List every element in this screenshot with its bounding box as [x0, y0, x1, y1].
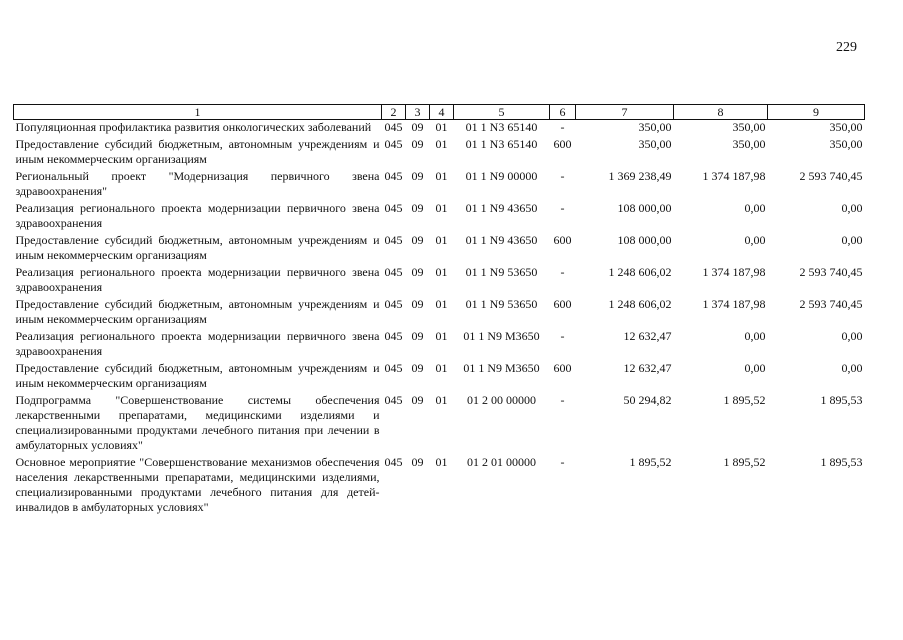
- row-amount-col8: 1 895,52: [723, 455, 766, 469]
- row-expense-type: 600: [553, 233, 572, 247]
- row-code-section: 09: [411, 201, 424, 215]
- row-amount-col9: 2 593 740,45: [799, 169, 863, 183]
- row-code-ministry: 045: [384, 265, 403, 279]
- row-amount-col7: 350,00: [638, 120, 672, 134]
- row-amount-col8: 1 374 187,98: [702, 169, 766, 183]
- row-amount-col7: 350,00: [638, 137, 672, 151]
- row-expense-type: -: [560, 120, 565, 134]
- budget-table: [13, 104, 865, 515]
- row-code-ministry: 045: [384, 201, 403, 215]
- row-amount-col8: 350,00: [732, 120, 766, 134]
- row-target-article: 01 1 N9 53650: [465, 265, 538, 279]
- row-name: Реализация регионального проекта модернизации первичного звена здравоохранения: [15, 265, 380, 294]
- row-code-ministry: 045: [384, 455, 403, 469]
- header-col-6: 6: [550, 105, 576, 120]
- row-code-section: 09: [411, 297, 424, 311]
- row-name: Предоставление субсидий бюджетным, автономным учреждениям и иным некоммерческим организациям: [15, 233, 380, 262]
- row-expense-type: -: [560, 393, 565, 407]
- row-code-ministry: 045: [384, 120, 403, 134]
- row-target-article: 01 1 N9 53650: [465, 297, 538, 311]
- header-col-7: 7: [576, 105, 674, 120]
- row-code-subsection: 01: [435, 297, 448, 311]
- row-code-ministry: 045: [384, 233, 403, 247]
- row-code-ministry: 045: [384, 361, 403, 375]
- row-code-subsection: 01: [435, 265, 448, 279]
- row-amount-col8: 1 374 187,98: [702, 265, 766, 279]
- table-row: [14, 359, 865, 391]
- row-amount-col7: 108 000,00: [617, 233, 672, 247]
- row-code-section: 09: [411, 393, 424, 407]
- table-header-row: [14, 105, 865, 120]
- row-name: Предоставление субсидий бюджетным, автономным учреждениям и иным некоммерческим организациям: [15, 137, 380, 166]
- row-name: Предоставление субсидий бюджетным, автономным учреждениям и иным некоммерческим организациям: [15, 297, 380, 326]
- row-target-article: 01 2 01 00000: [467, 455, 536, 469]
- row-code-section: 09: [411, 137, 424, 151]
- row-amount-col7: 1 248 606,02: [608, 265, 672, 279]
- row-amount-col9: 1 895,53: [820, 393, 863, 407]
- row-code-subsection: 01: [435, 169, 448, 183]
- header-col-5: 5: [454, 105, 550, 120]
- row-code-section: 09: [411, 233, 424, 247]
- page-number: 229: [836, 40, 857, 55]
- header-col-4: 4: [430, 105, 454, 120]
- row-code-ministry: 045: [384, 393, 403, 407]
- row-amount-col8: 0,00: [744, 201, 766, 215]
- row-target-article: 01 1 N9 43650: [465, 233, 538, 247]
- row-code-section: 09: [411, 169, 424, 183]
- row-amount-col8: 1 895,52: [723, 393, 766, 407]
- row-name: Подпрограмма "Совершенствование системы обеспечения лекарственными препаратами, медицинскими изделиями и специализированными продуктами лечебного питания при лечении в амбулаторных условиях": [15, 393, 380, 452]
- row-code-ministry: 045: [384, 137, 403, 151]
- row-amount-col7: 1 895,52: [629, 455, 672, 469]
- table-row: [14, 263, 865, 295]
- row-code-subsection: 01: [435, 120, 448, 134]
- row-target-article: 01 1 N3 65140: [465, 137, 538, 151]
- row-amount-col9: 1 895,53: [820, 455, 863, 469]
- row-name: Предоставление субсидий бюджетным, автономным учреждениям и иным некоммерческим организациям: [15, 361, 380, 390]
- row-amount-col8: 0,00: [744, 233, 766, 247]
- row-code-ministry: 045: [384, 297, 403, 311]
- row-amount-col9: 2 593 740,45: [799, 265, 863, 279]
- header-col-9: 9: [768, 105, 865, 120]
- header-col-2: 2: [382, 105, 406, 120]
- row-code-subsection: 01: [435, 393, 448, 407]
- table-row: [14, 120, 865, 136]
- row-amount-col7: 108 000,00: [617, 201, 672, 215]
- row-expense-type: 600: [553, 361, 572, 375]
- row-target-article: 01 2 00 00000: [467, 393, 536, 407]
- row-name: Популяционная профилактика развития онкологических заболеваний: [15, 120, 372, 134]
- row-target-article: 01 1 N9 00000: [465, 169, 538, 183]
- row-code-subsection: 01: [435, 329, 448, 343]
- header-col-8: 8: [674, 105, 768, 120]
- row-name: Реализация регионального проекта модернизации первичного звена здравоохранения: [15, 201, 380, 230]
- row-code-ministry: 045: [384, 329, 403, 343]
- row-code-subsection: 01: [435, 201, 448, 215]
- row-code-subsection: 01: [435, 361, 448, 375]
- row-amount-col9: 2 593 740,45: [799, 297, 863, 311]
- row-code-section: 09: [411, 329, 424, 343]
- header-col-3: 3: [406, 105, 430, 120]
- row-amount-col9: 350,00: [829, 120, 863, 134]
- row-code-section: 09: [411, 265, 424, 279]
- table-row: [14, 327, 865, 359]
- row-amount-col8: 350,00: [732, 137, 766, 151]
- row-name: Реализация регионального проекта модернизации первичного звена здравоохранения: [15, 329, 380, 358]
- row-expense-type: -: [560, 329, 565, 343]
- row-code-section: 09: [411, 120, 424, 134]
- table-row: [14, 453, 865, 515]
- row-expense-type: 600: [553, 297, 572, 311]
- table-row: [14, 167, 865, 199]
- row-amount-col9: 0,00: [841, 201, 863, 215]
- row-target-article: 01 1 N9 M3650: [463, 329, 540, 343]
- row-amount-col9: 0,00: [841, 329, 863, 343]
- row-expense-type: -: [560, 265, 565, 279]
- row-amount-col8: 1 374 187,98: [702, 297, 766, 311]
- row-name: Основное мероприятие "Совершенствование механизмов обеспечения населения лекарственными препаратами, медицинскими изделиями, специализированными продуктами лечебного питания для детей-инвалидов в амбулаторных условиях": [15, 455, 380, 514]
- row-target-article: 01 1 N3 65140: [465, 120, 538, 134]
- row-expense-type: 600: [553, 137, 572, 151]
- table-row: [14, 295, 865, 327]
- row-target-article: 01 1 N9 M3650: [463, 361, 540, 375]
- row-amount-col7: 1 369 238,49: [608, 169, 672, 183]
- row-code-subsection: 01: [435, 137, 448, 151]
- table-row: [14, 391, 865, 453]
- header-col-1: 1: [14, 105, 382, 120]
- row-code-section: 09: [411, 455, 424, 469]
- row-name: Региональный проект "Модернизация первичного звена здравоохранения": [15, 169, 380, 198]
- row-amount-col9: 350,00: [829, 137, 863, 151]
- row-code-ministry: 045: [384, 169, 403, 183]
- row-code-subsection: 01: [435, 233, 448, 247]
- row-target-article: 01 1 N9 43650: [465, 201, 538, 215]
- table-row: [14, 135, 865, 167]
- row-amount-col9: 0,00: [841, 361, 863, 375]
- row-amount-col8: 0,00: [744, 329, 766, 343]
- row-amount-col9: 0,00: [841, 233, 863, 247]
- row-expense-type: -: [560, 455, 565, 469]
- row-amount-col7: 12 632,47: [623, 361, 672, 375]
- row-code-section: 09: [411, 361, 424, 375]
- row-code-subsection: 01: [435, 455, 448, 469]
- row-amount-col8: 0,00: [744, 361, 766, 375]
- row-amount-col7: 1 248 606,02: [608, 297, 672, 311]
- table-row: [14, 199, 865, 231]
- table-row: [14, 231, 865, 263]
- row-amount-col7: 12 632,47: [623, 329, 672, 343]
- row-expense-type: -: [560, 169, 565, 183]
- row-expense-type: -: [560, 201, 565, 215]
- row-amount-col7: 50 294,82: [623, 393, 672, 407]
